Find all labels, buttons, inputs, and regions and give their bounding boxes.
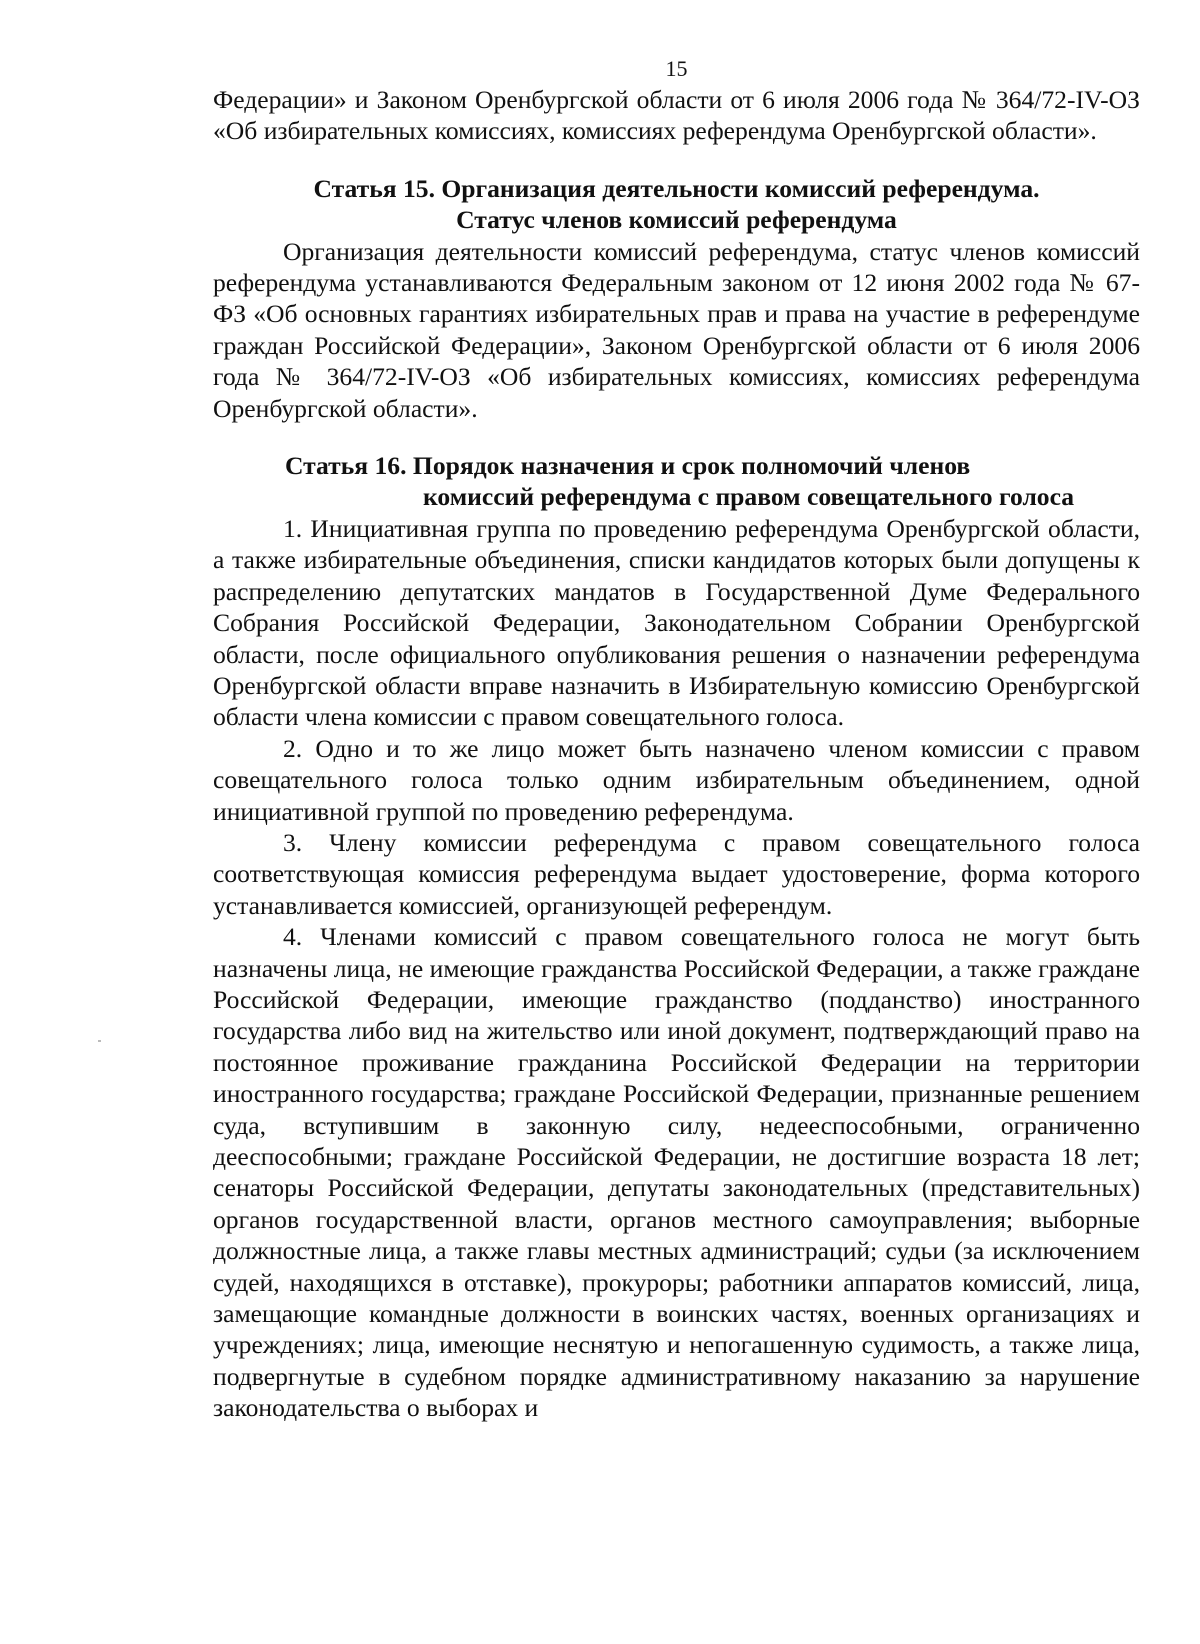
article-16-heading — [213, 450, 1140, 513]
article-15-title-line-2: Статус членов комиссий референдума — [456, 205, 897, 235]
article-16-paragraph-2: 2. Одно и то же лицо может быть назначено членом комиссии с правом совещательного голоса только одним избирательным объединением, одной инициативной группой по проведению референдума. — [213, 733, 1140, 826]
article-16-title-line-1: Статья 16. Порядок назначения и срок полномочий членов — [285, 451, 971, 481]
article-15-paragraph: Организация деятельности комиссий референдума, статус членов комиссий референдума устанавливаются Федеральным законом от 12 июня 2002 года № 67-ФЗ «Об основных гарантиях избирательных прав и права на участие в референдуме граждан Российской Федерации», Законом Оренбургской области от 6 июля 2006 года № 364/72-IV-ОЗ «Об избирательных комиссиях, комиссиях референдума Оренбургской области». — [213, 236, 1140, 423]
article-15-title-line-1: Статья 15. Организация деятельности комиссий референдума. — [313, 173, 1040, 203]
article-16-title-line-2: комиссий референдума с правом совещательного голоса — [423, 482, 1075, 512]
document-page — [213, 56, 1140, 1424]
article-16-paragraph-3: 3. Члену комиссии референдума с правом совещательного голоса соответствующая комиссия референдума выдает удостоверение, форма которого устанавливается комиссией, организующей референдум. — [213, 827, 1140, 920]
article-15-heading — [213, 173, 1140, 236]
section-gap — [213, 147, 1140, 173]
intro-paragraph: Федерации» и Законом Оренбургской области от 6 июля 2006 года № 364/72-IV-ОЗ «Об избирательных комиссиях, комиссиях референдума Оренбургской области». — [213, 85, 1140, 146]
scan-speck — [98, 1040, 101, 1042]
article-16-paragraph-4: 4. Членами комиссий с правом совещательного голоса не могут быть назначены лица, не имеющие гражданства Российской Федерации, а также граждане Российской Федерации, имеющие гражданство (подданство) иностранного государства либо вид на жительство или иной документ, подтверждающий право на постоянное проживание гражданина Российской Федерации на территории иностранного государства; граждане Российской Федерации, признанные решением суда, вступившим в законную силу, недееспособными, ограниченно дееспособными; граждане Российской Федерации, не достигшие возраста 18 лет; сенаторы Российской Федерации, депутаты законодательных (представительных) органов государственной власти, органов местного самоуправления; выборные должностные лица, а также главы местных администраций; судьи (за исключением судей, находящихся в отставке), прокуроры; работники аппаратов комиссий, лица, замещающие командные должности в воинских частях, военных организациях и учреждениях; лица, имеющие неснятую и непогашенную судимость, а также лица, подвергнутые в судебном порядке административному наказанию за нарушение законодательства о выборах и — [213, 922, 1140, 1423]
article-16-paragraph-1: 1. Инициативная группа по проведению референдума Оренбургской области, а также избирательные объединения, списки кандидатов которых были допущены к распределению депутатских мандатов в Государственной Думе Федерального Собрания Российской Федерации, Законодательном Собрании Оренбургской области, после официального опубликования решения о назначении референдума Оренбургской области вправе назначить в Избирательную комиссию Оренбургской области члена комиссии с правом совещательного голоса. — [213, 513, 1140, 732]
page-number: 15 — [665, 56, 688, 81]
section-gap — [213, 424, 1140, 450]
